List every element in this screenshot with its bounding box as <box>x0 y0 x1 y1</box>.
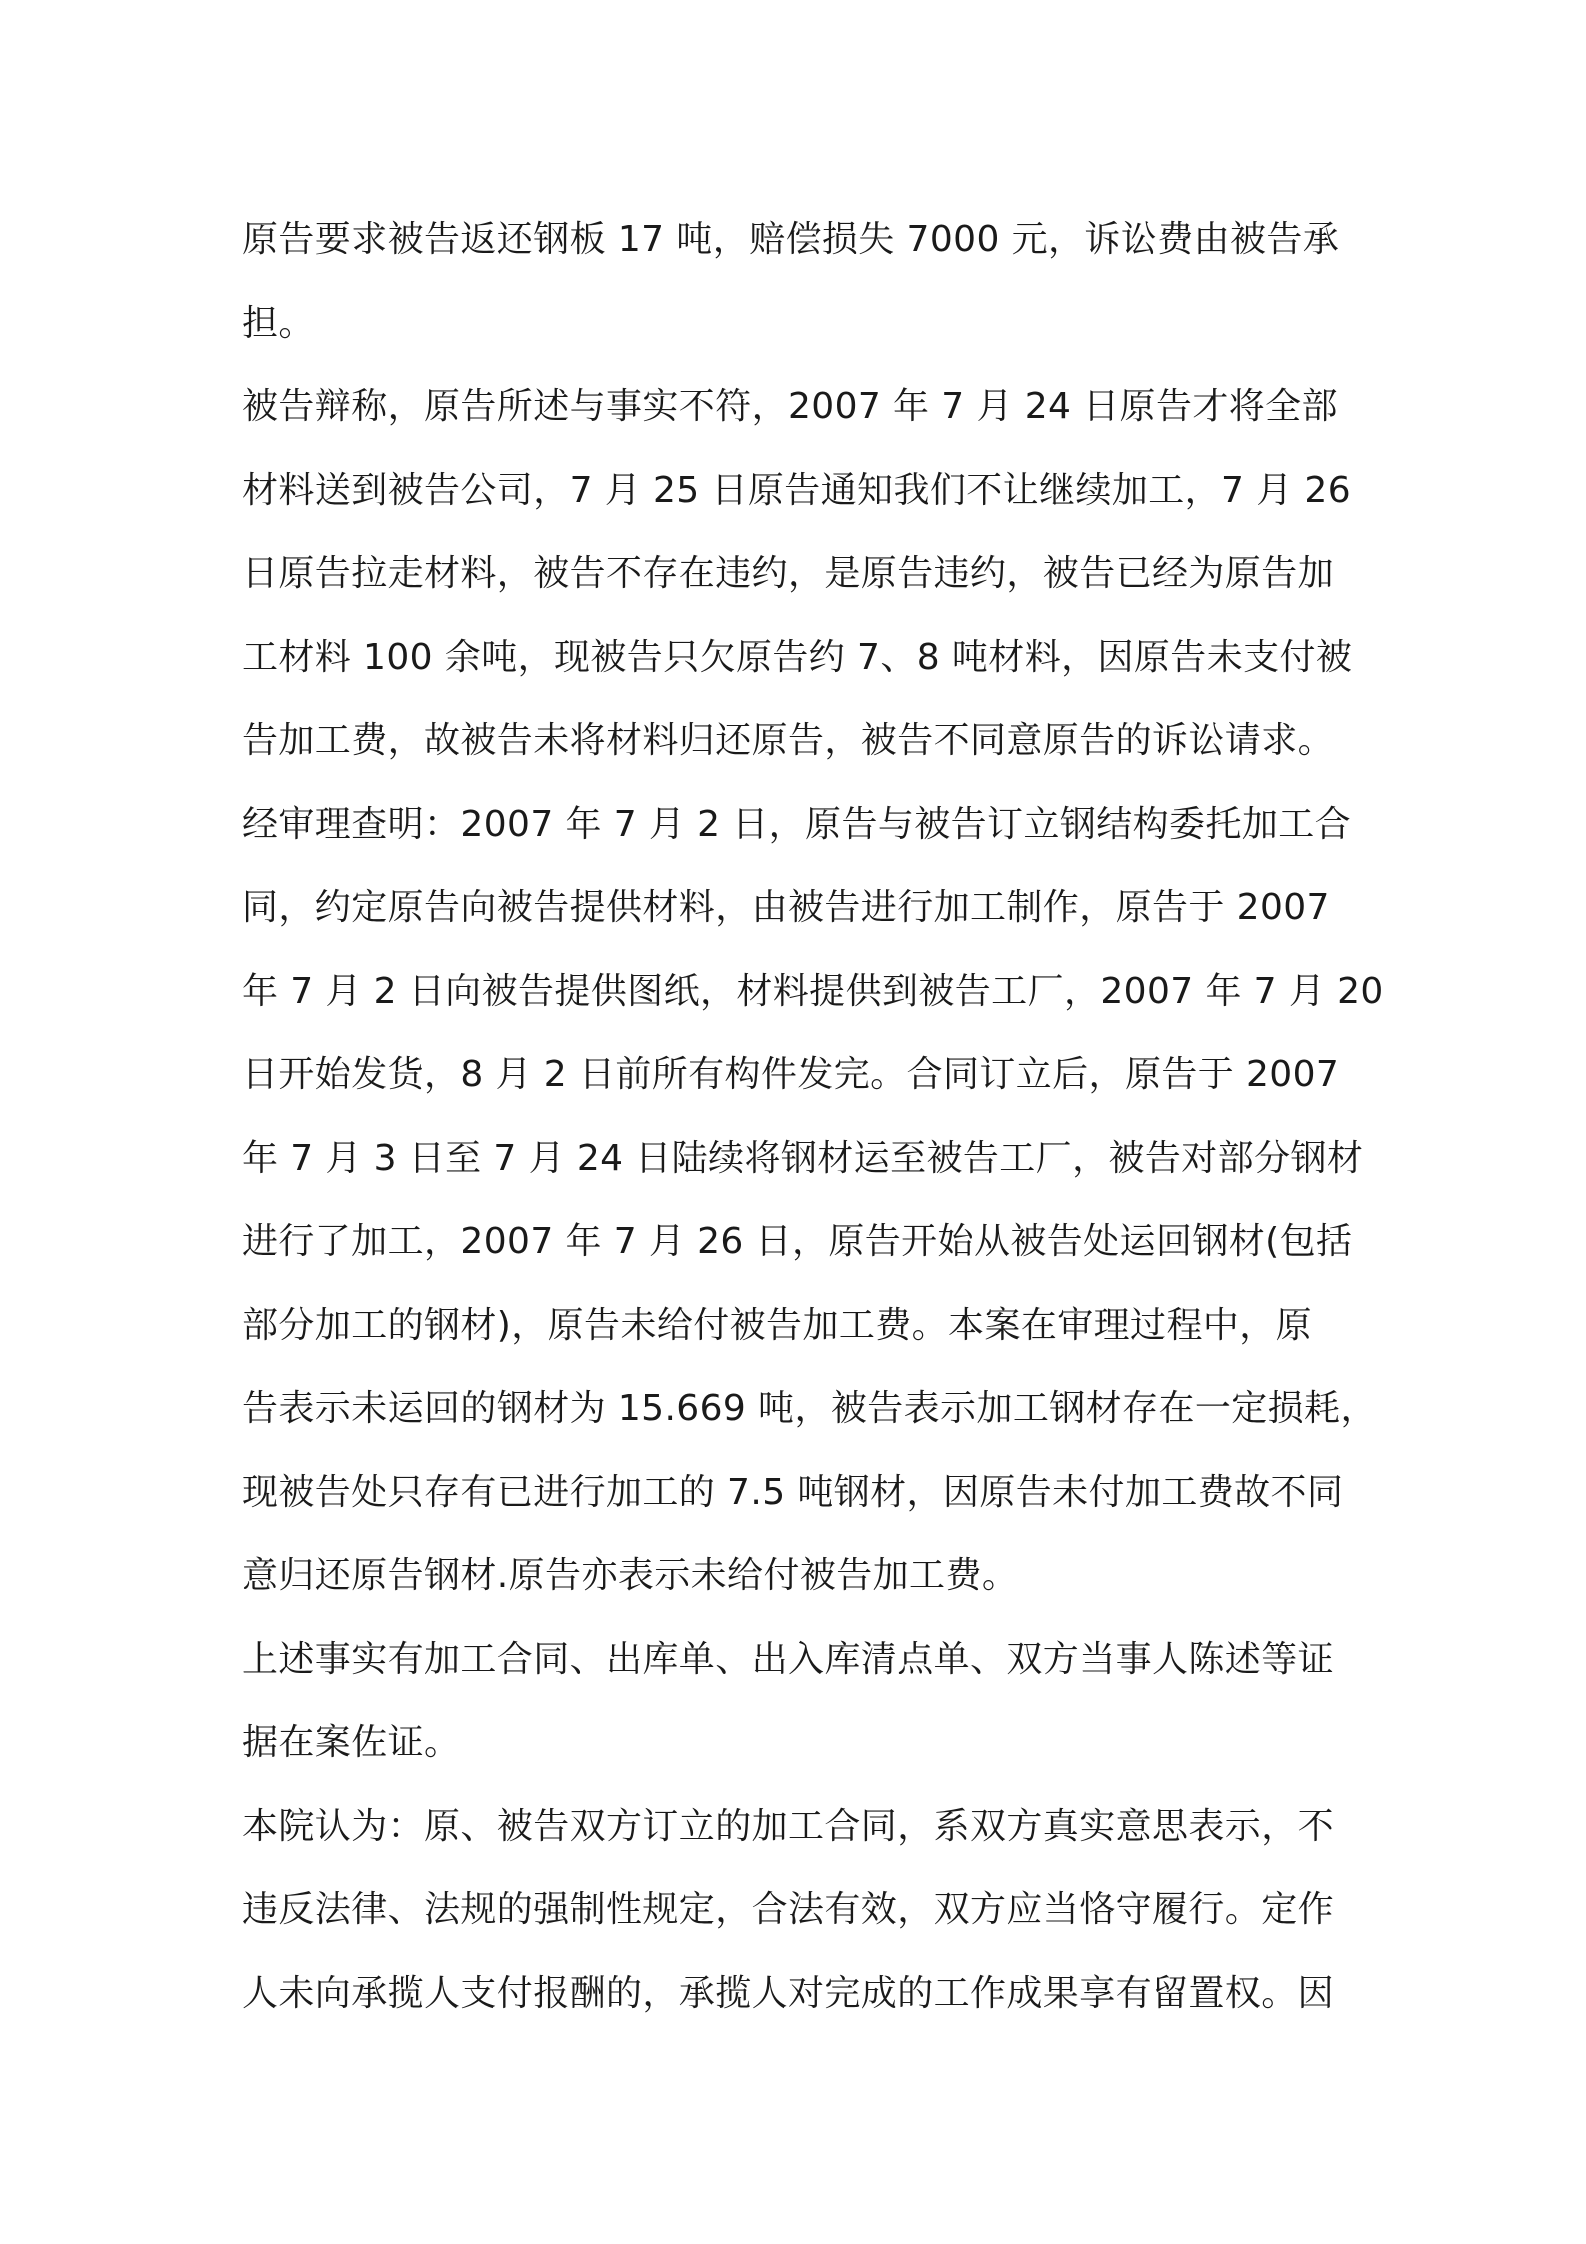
text-line: 人未向承揽人支付报酬的，承揽人对完成的工作成果享有留置权。因 <box>242 1972 1335 2014</box>
text-line: 经审理查明：2007 年 7 月 2 日，原告与被告订立钢结构委托加工合 <box>242 803 1352 845</box>
text-line: 原告要求被告返还钢板 17 吨，赔偿损失 7000 元，诉讼费由被告承 <box>242 219 1340 260</box>
text-line: 被告辩称，原告所述与事实不符，2007 年 7 月 24 日原告才将全部 <box>242 386 1338 427</box>
text-line: 日原告拉走材料，被告不存在违约，是原告违约，被告已经为原告加 <box>242 553 1335 594</box>
text-line: 进行了加工，2007 年 7 月 26 日，原告开始从被告处运回钢材(包括 <box>242 1221 1353 1262</box>
text-line: 违反法律、法规的强制性规定，合法有效，双方应当恪守履行。定作 <box>242 1889 1335 1930</box>
text-line: 告表示未运回的钢材为 15.669 吨，被告表示加工钢材存在一定损耗， <box>242 1388 1377 1429</box>
text-line: 年 7 月 3 日至 7 月 24 日陆续将钢材运至被告工厂，被告对部分钢材 <box>242 1137 1364 1179</box>
text-line: 据在案佐证。 <box>242 1722 461 1763</box>
document-text-body <box>242 198 1384 2035</box>
text-line: 同，约定原告向被告提供材料，由被告进行加工制作，原告于 2007 <box>242 887 1330 928</box>
text-line: 担。 <box>242 302 315 344</box>
text-line: 现被告处只存有已进行加工的 7.5 吨钢材，因原告未付加工费故不同 <box>242 1471 1344 1513</box>
text-line: 年 7 月 2 日向被告提供图纸，材料提供到被告工厂，2007 年 7 月 20 <box>242 970 1384 1012</box>
text-line: 日开始发货，8 月 2 日前所有构件发完。合同订立后，原告于 2007 <box>242 1054 1340 1095</box>
text-line: 告加工费，故被告未将材料归还原告，被告不同意原告的诉讼请求。 <box>242 720 1335 761</box>
text-line: 工材料 100 余吨，现被告只欠原告约 7、8 吨材料，因原告未支付被 <box>242 636 1353 678</box>
text-line: 材料送到被告公司，7 月 25 日原告通知我们不让继续加工，7 月 26 <box>242 469 1352 511</box>
text-line: 上述事实有加工合同、出库单、出入库清点单、双方当事人陈述等证 <box>242 1638 1335 1680</box>
text-line: 意归还原告钢材.原告亦表示未给付被告加工费。 <box>242 1555 1019 1596</box>
text-line: 本院认为：原、被告双方订立的加工合同，系双方真实意思表示，不 <box>242 1805 1335 1847</box>
text-line: 部分加工的钢材)，原告未给付被告加工费。本案在审理过程中，原 <box>242 1304 1313 1346</box>
